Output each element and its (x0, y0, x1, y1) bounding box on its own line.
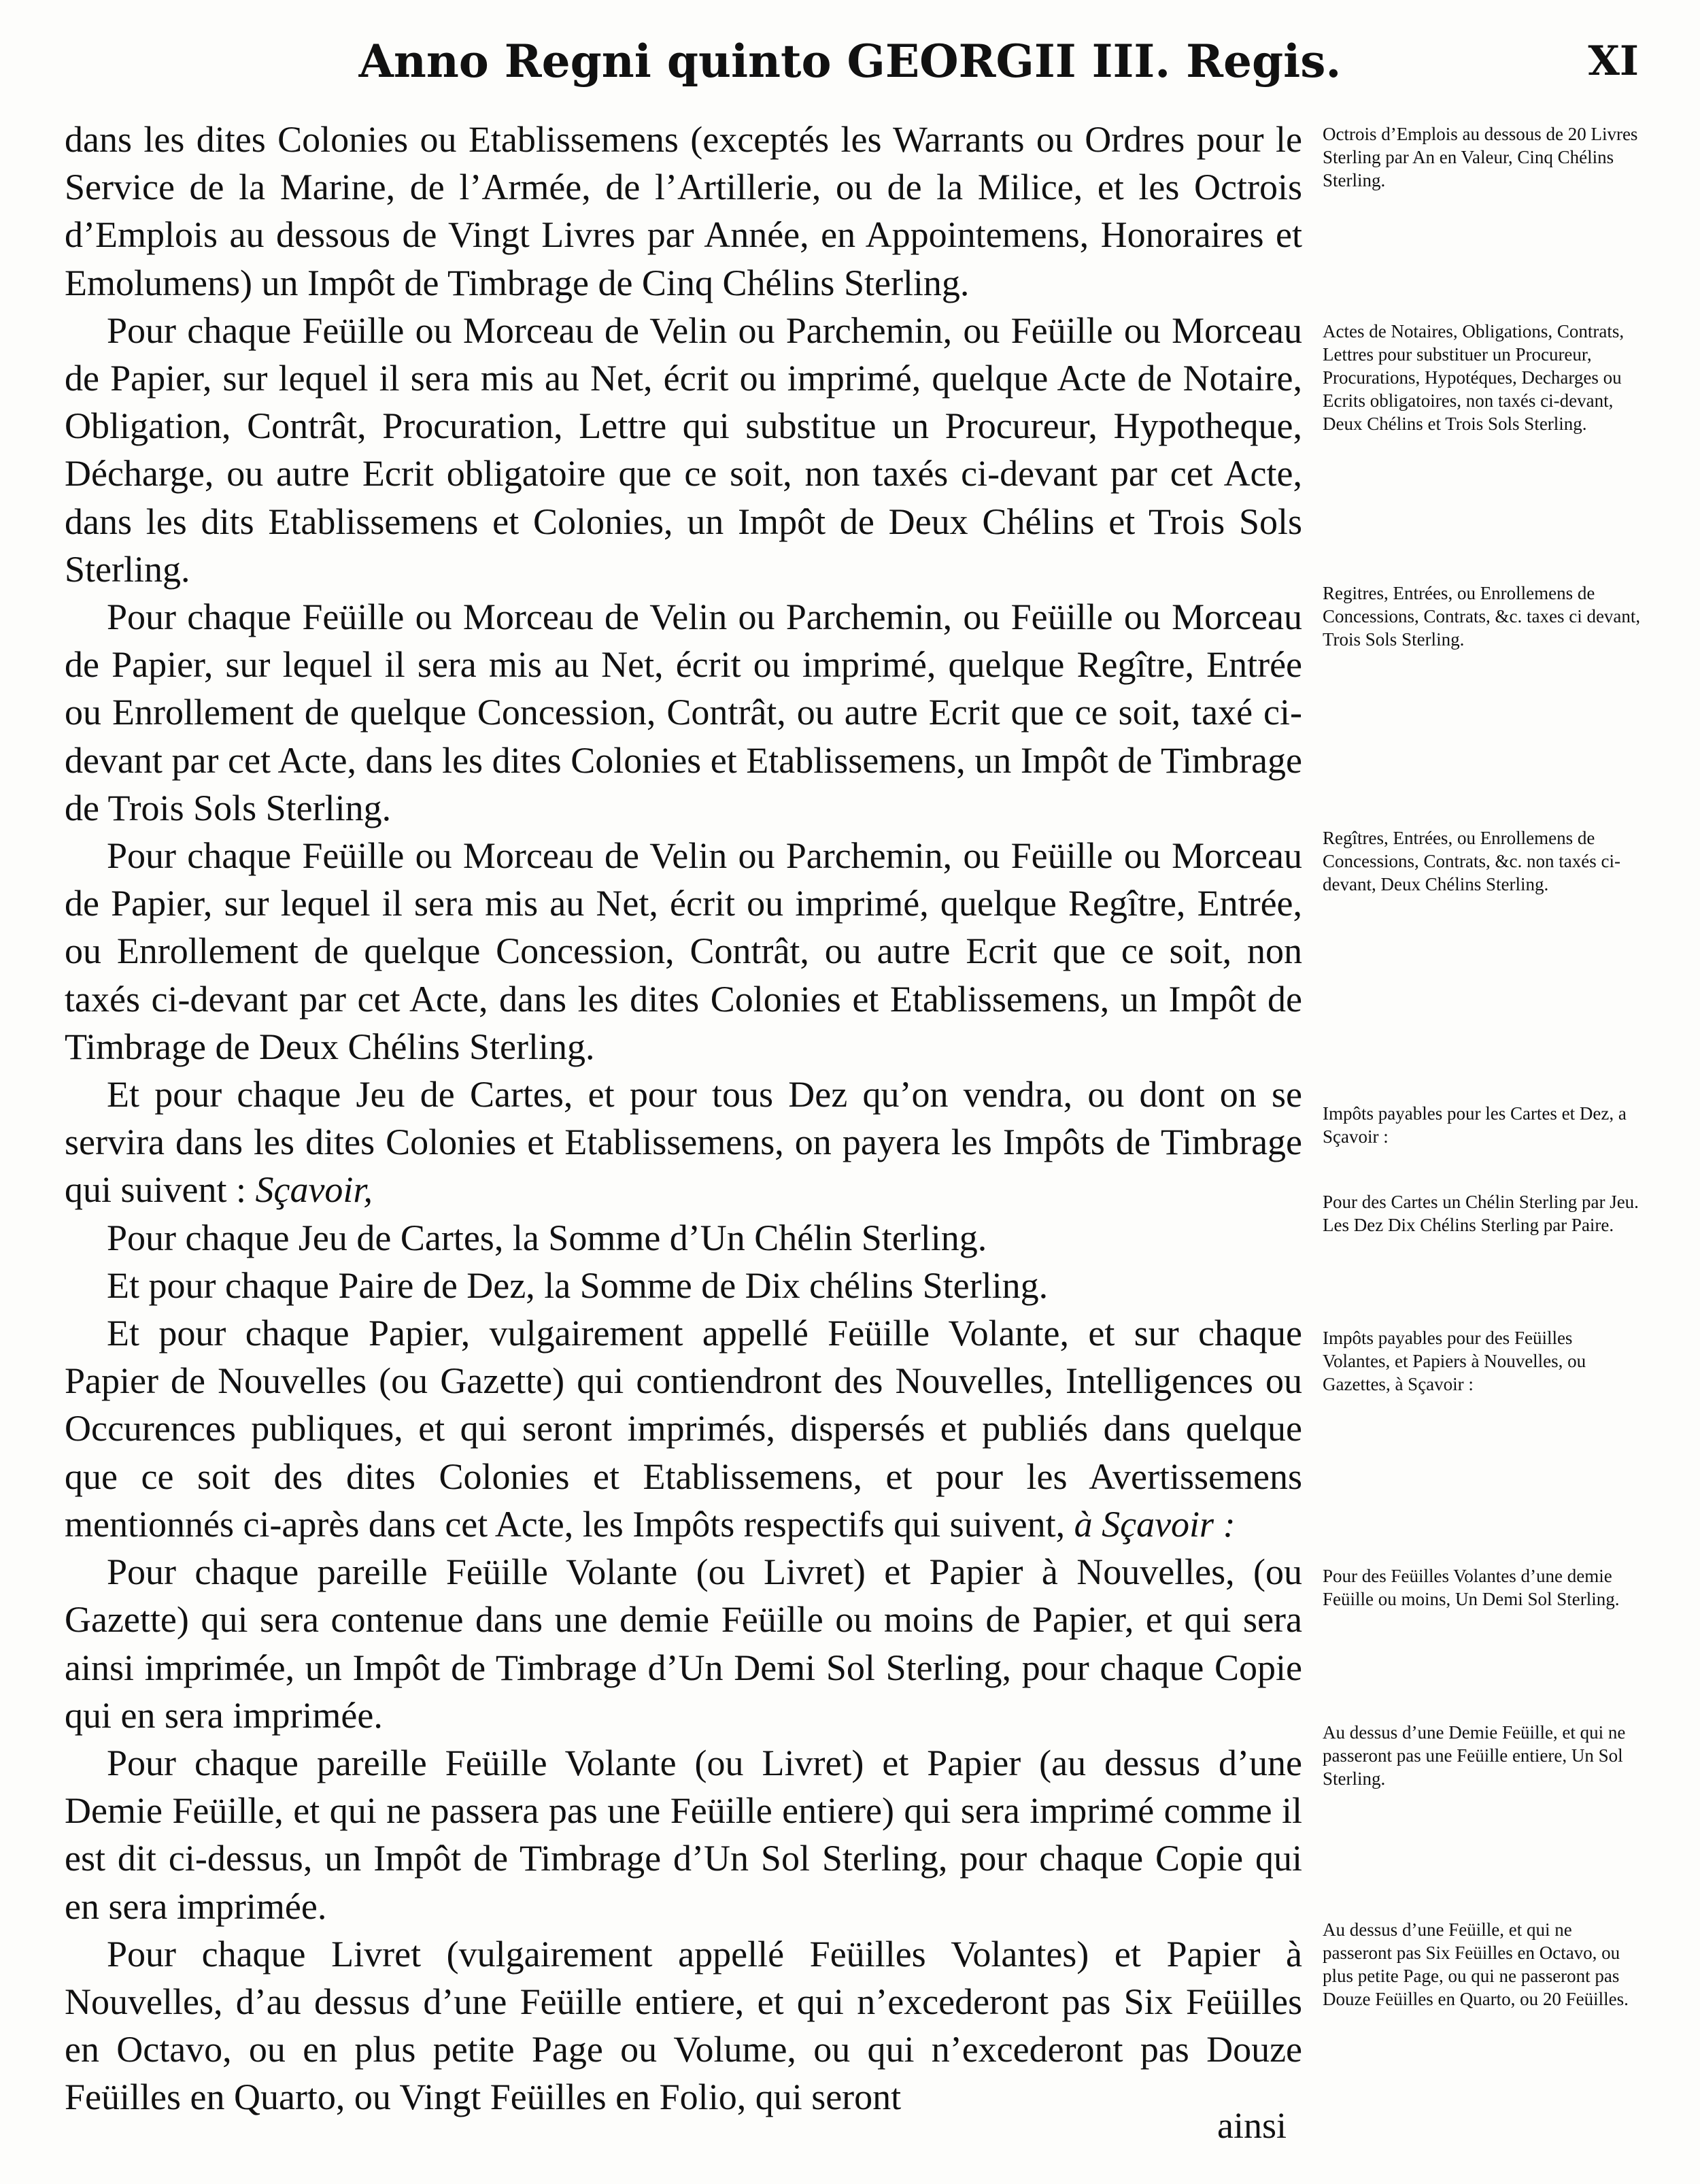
scavoir-italic: Sçavoir, (255, 1169, 373, 1211)
paragraph-paire-dez: Et pour chaque Paire de Dez, la Somme de Dix chélins Sterling. (107, 1264, 1049, 1306)
margin-note-actes-notaires: Actes de Notaires, Obligations, Contrats, Lettres pour substituer un Procureur, Procurations, Hypotéques, Decharges ou Ecrits obligatoires, non taxés ci-devant, Deux Chélins et Trois Sols Sterling. (1323, 321, 1625, 434)
paragraph-regitres-taxes: Pour chaque Feüille ou Morceau de Velin ou Parchemin, ou Feüille ou Morceau de Papier, sur lequel il sera mis au Net, écrit ou imprimé, quelque Regître, Entrée ou Enrollement de quelque Concession, Contrât, ou autre Ecrit que ce soit, taxé ci-devant par cet Acte, dans les dites Colonies et Etablissemens, un Impôt de Timbrage de Trois Sols Sterling. (65, 597, 1302, 828)
main-text-column (65, 116, 1302, 2121)
margin-note-regitres-taxes: Regitres, Entrées, ou Enrollemens de Concessions, Contrats, &c. taxes ci devant, Trois Sols Sterling. (1323, 583, 1641, 650)
margin-note-jeu-cartes-paire-dez: Pour des Cartes un Chélin Sterling par Jeu. Les Dez Dix Chélins Sterling par Paire. (1323, 1192, 1639, 1235)
paragraph-cartes-dez-text: Et pour chaque Jeu de Cartes, et pour tous Dez qu’on vendra, ou dont on se servira dans les dites Colonies et Etablissemens, on payera les Impôts de Timbrage qui suivent : (65, 1074, 1302, 1211)
paragraph-demie-feuille: Pour chaque pareille Feüille Volante (ou Livret) et Papier à Nouvelles, (ou Gazette) qui sera contenue dans une demie Feüille ou moins de Papier, et qui sera ainsi imprimée, un Impôt de Timbrage d’Un Demi Sol Sterling, pour chaque Copie qui en sera imprimée. (65, 1551, 1302, 1736)
page-number: XI (1588, 37, 1639, 85)
a-scavoir-italic: à Sçavoir : (1074, 1503, 1236, 1545)
paragraph-feuille-volante (65, 1309, 1302, 1548)
paragraph-livret: Pour chaque Livret (vulgairement appellé Feüilles Volantes) et Papier à Nouvelles, d’au dessus d’une Feüille entiere, et qui n’excederont pas Six Feüilles en Octavo, ou en plus petite Page ou Volume, ou qui n’excederont pas Douze Feüilles en Quarto, ou Vingt Feüilles en Folio, qui seront (65, 1933, 1302, 2118)
paragraph-actes-notaires: Pour chaque Feüille ou Morceau de Velin ou Parchemin, ou Feüille ou Morceau de Papier, sur lequel il sera mis au Net, écrit ou imprimé, quelque Acte de Notaire, Obligation, Contrât, Procuration, Lettre qui substitue un Procureur, Hypotheque, Décharge, ou autre Ecrit obligatoire que ce soit, non taxés ci-devant par cet Acte, dans les dits Etablissemens et Colonies, un Impôt de Deux Chélins et Trois Sols Sterling. (65, 309, 1302, 590)
paragraph-regitres-non-taxes: Pour chaque Feüille ou Morceau de Velin ou Parchemin, ou Feüille ou Morceau de Papier, sur lequel il sera mis au Net, écrit ou imprimé, quelque Regître, Entrée, ou Enrollement de quelque Concession, Contrât, ou autre Ecrit que ce soit, non taxés ci-devant par cet Acte, dans les dites Colonies et Etablissemens, un Impôt de Timbrage de Deux Chélins Sterling. (65, 835, 1302, 1067)
margin-note-cartes-dez: Impôts payables pour les Cartes et Dez, a Sçavoir : (1323, 1103, 1627, 1147)
running-title: Anno Regni quinto GEORGII III. Regis. (358, 35, 1342, 88)
paragraph-jeu-cartes: Pour chaque Jeu de Cartes, la Somme d’Un Chélin Sterling. (107, 1217, 987, 1258)
paragraph-cartes-dez (65, 1071, 1302, 1214)
margin-note-feuille-entiere: Au dessus d’une Demie Feüille, et qui ne passeront pas une Feüille entiere, Un Sol Sterling. (1323, 1722, 1626, 1789)
margin-note-feuilles-volantes: Impôts payables pour des Feüilles Volantes, et Papiers à Nouvelles, ou Gazettes, à Sçavoir : (1323, 1328, 1586, 1394)
margin-note-demie-feuille: Pour des Feüilles Volantes d’une demie Feüille ou moins, Un Demi Sol Sterling. (1323, 1566, 1620, 1609)
paragraph-octrois-continued: dans les dites Colonies ou Etablissemens (exceptés les Warrants ou Ordres pour le Service de la Marine, de l’Armée, de l’Artillerie, ou de la Milice, et les Octrois d’Emplois au dessous de Vingt Livres par Année, en Appointemens, Honoraires et Emolumens) un Impôt de Timbrage de Cinq Chélins Sterling. (65, 119, 1302, 303)
catchword: ainsi (1217, 2105, 1287, 2146)
paragraph-feuille-volante-text: Et pour chaque Papier, vulgairement appellé Feüille Volante, et sur chaque Papier de Nouvelles (ou Gazette) qui contiendront des Nouvelles, Intelligences ou Occurences publiques, et qui seront imprimés, dispersés et publiés dans quelque que ce soit des dites Colonies et Etablissemens, et pour les Avertissemens mentionnés ci-après dans cet Acte, les Impôts respectifs qui suivent, (65, 1313, 1302, 1545)
margin-note-six-feuilles: Au dessus d’une Feüille, et qui ne passeront pas Six Feüilles en Octavo, ou plus petite Page, ou qui ne passeront pas Douze Feüilles en Quarto, ou 20 Feüilles. (1323, 1919, 1629, 2009)
paragraph-feuille-entiere: Pour chaque pareille Feüille Volante (ou Livret) et Papier (au dessus d’une Demie Feüille, et qui ne passera pas une Feüille entiere) qui sera imprimé comme il est dit ci-dessus, un Impôt de Timbrage d’Un Sol Sterling, pour chaque Copie qui en sera imprimée. (65, 1742, 1302, 1927)
margin-note-octrois: Octrois d’Emplois au dessous de 20 Livres Sterling par An en Valeur, Cinq Chélins Sterling. (1323, 124, 1638, 190)
margin-note-regitres-non-taxes: Regîtres, Entrées, ou Enrollemens de Concessions, Contrats, &c. non taxés ci-devant, Deux Chélins Sterling. (1323, 828, 1620, 894)
